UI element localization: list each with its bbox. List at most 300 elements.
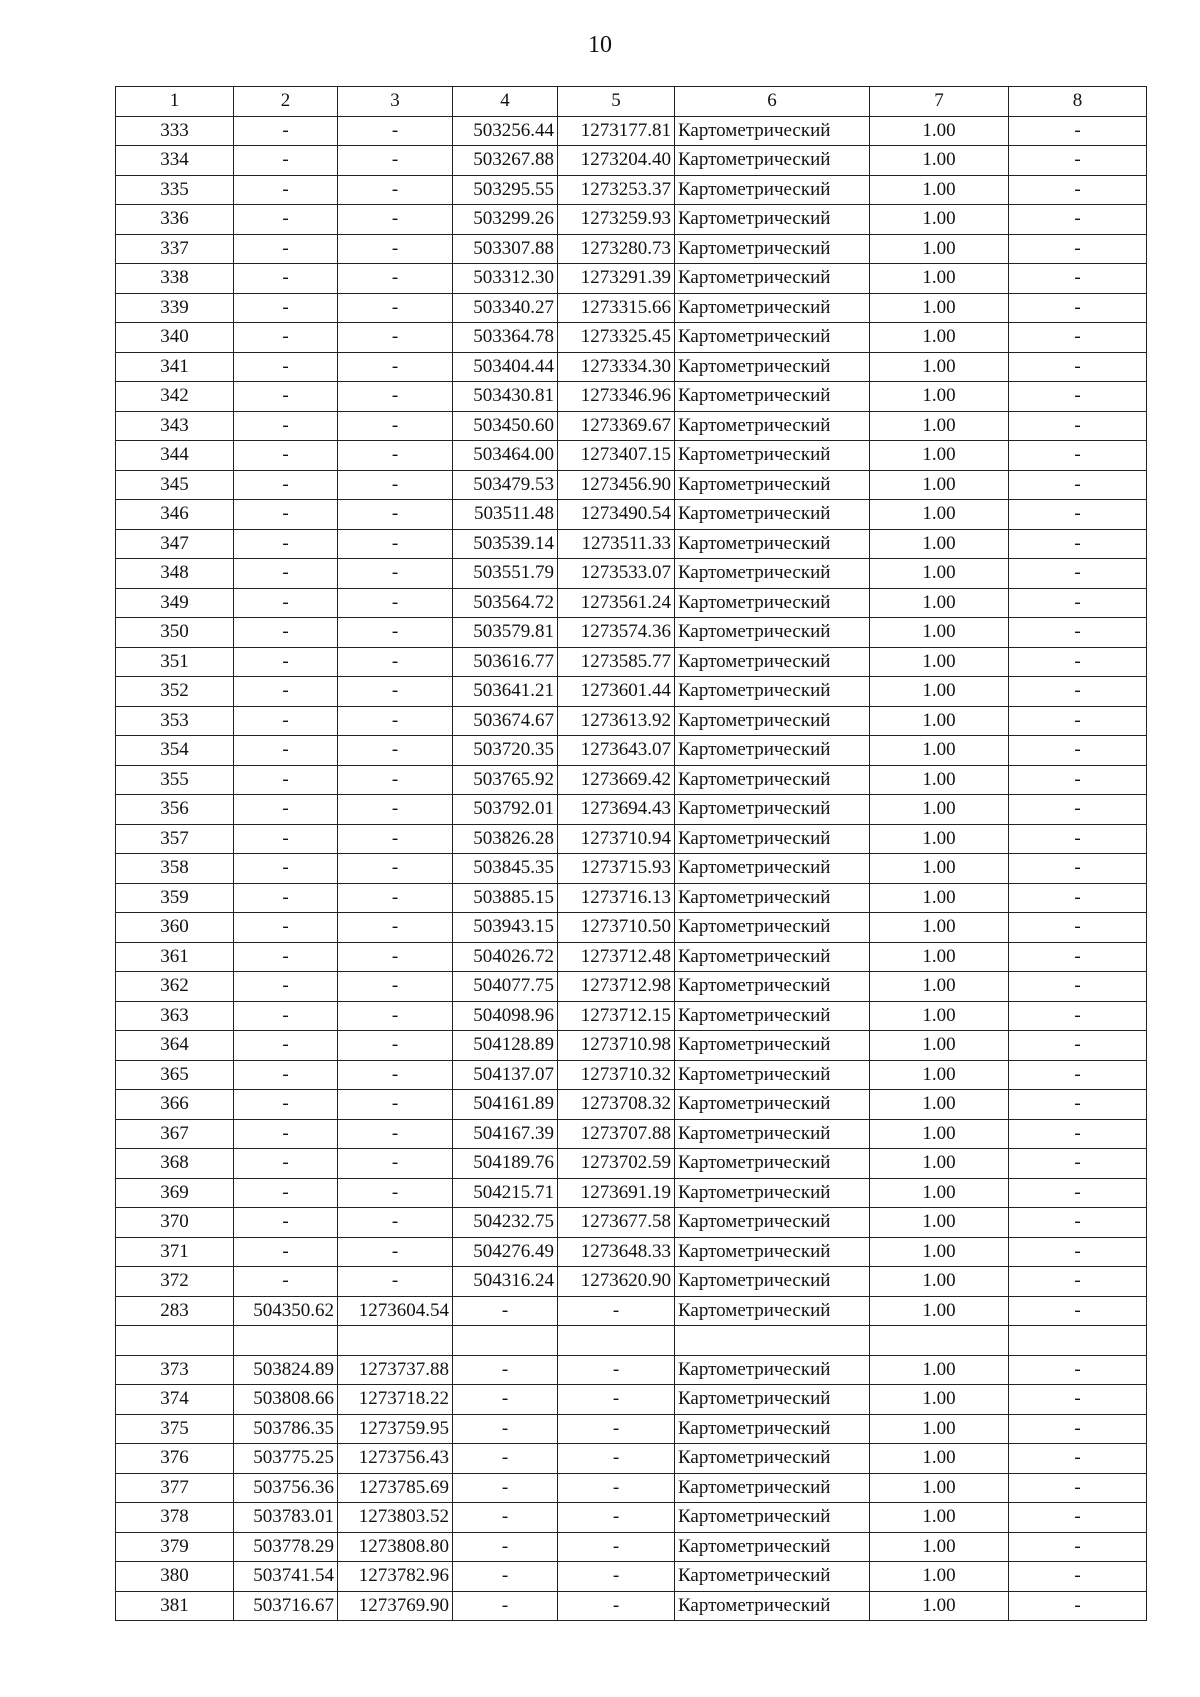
col8-value-cell: - [1009,972,1147,1002]
accuracy-cell: 1.00 [870,1503,1009,1533]
table-row [116,1149,1147,1179]
x-coordinate-cell: 504026.72 [453,942,558,972]
table-row [116,1444,1147,1474]
col8-value-cell: - [1009,293,1147,323]
x-coordinate-cell: 503564.72 [453,588,558,618]
col8-value-cell: - [1009,1237,1147,1267]
table-row [116,854,1147,884]
y-coordinate-cell: - [558,1385,675,1415]
accuracy-cell: 1.00 [870,1119,1009,1149]
col2-value-cell: - [234,1208,338,1238]
accuracy-cell: 1.00 [870,500,1009,530]
col8-value-cell: - [1009,1267,1147,1297]
table-row [116,647,1147,677]
col8-value-cell: - [1009,765,1147,795]
method-cell: Картометрический [675,116,870,146]
y-coordinate-cell: - [558,1444,675,1474]
method-cell: Картометрический [675,1178,870,1208]
method-cell: Картометрический [675,323,870,353]
method-cell: Картометрический [675,1119,870,1149]
accuracy-cell: 1.00 [870,1031,1009,1061]
method-cell: Картометрический [675,1149,870,1179]
accuracy-cell: 1.00 [870,382,1009,412]
method-cell: Картометрический [675,854,870,884]
method-cell: Картометрический [675,1414,870,1444]
accuracy-cell: 1.00 [870,116,1009,146]
y-coordinate-cell: 1273716.13 [558,883,675,913]
x-coordinate-cell: 504215.71 [453,1178,558,1208]
table-row [116,883,1147,913]
point-number-cell: 350 [116,618,234,648]
col2-value-cell: - [234,972,338,1002]
page-number: 10 [588,32,612,58]
col2-value-cell: - [234,352,338,382]
table-row [116,1267,1147,1297]
x-coordinate-cell: 504137.07 [453,1060,558,1090]
x-coordinate-cell: 503404.44 [453,352,558,382]
x-coordinate-cell: - [453,1562,558,1592]
col3-value-cell: 1273785.69 [338,1473,453,1503]
method-cell: Картометрический [675,1031,870,1061]
table-row [116,1355,1147,1385]
x-coordinate-cell: 503765.92 [453,765,558,795]
col3-value-cell: - [338,529,453,559]
accuracy-cell: 1.00 [870,175,1009,205]
method-cell: Картометрический [675,1296,870,1326]
y-coordinate-cell: 1273177.81 [558,116,675,146]
y-coordinate-cell: - [558,1562,675,1592]
col2-value-cell: - [234,234,338,264]
table-row [116,1473,1147,1503]
coordinates-table [115,86,1147,1621]
x-coordinate-cell [453,1326,558,1356]
method-cell: Картометрический [675,824,870,854]
col2-value-cell [234,1326,338,1356]
col3-value-cell: 1273782.96 [338,1562,453,1592]
accuracy-cell: 1.00 [870,913,1009,943]
y-coordinate-cell: - [558,1532,675,1562]
col8-value-cell: - [1009,1060,1147,1090]
method-cell: Картометрический [675,706,870,736]
col2-value-cell: - [234,1267,338,1297]
table-row [116,972,1147,1002]
column-header-6: 6 [675,87,870,117]
col3-value-cell: - [338,1031,453,1061]
col2-value-cell: - [234,677,338,707]
col3-value-cell: - [338,588,453,618]
column-header-5: 5 [558,87,675,117]
col8-value-cell: - [1009,736,1147,766]
col8-value-cell: - [1009,1414,1147,1444]
col8-value-cell: - [1009,1562,1147,1592]
point-number-cell: 373 [116,1355,234,1385]
method-cell: Картометрический [675,1208,870,1238]
col2-value-cell: - [234,1119,338,1149]
col8-value-cell: - [1009,677,1147,707]
point-number-cell: 359 [116,883,234,913]
x-coordinate-cell: - [453,1473,558,1503]
method-cell: Картометрический [675,1060,870,1090]
point-number-cell: 369 [116,1178,234,1208]
method-cell: Картометрический [675,1473,870,1503]
accuracy-cell: 1.00 [870,1385,1009,1415]
method-cell: Картометрический [675,382,870,412]
col2-value-cell: 503775.25 [234,1444,338,1474]
col8-value-cell: - [1009,1149,1147,1179]
table-row [116,588,1147,618]
method-cell: Картометрический [675,913,870,943]
point-number-cell: 376 [116,1444,234,1474]
col8-value-cell: - [1009,618,1147,648]
col2-value-cell: - [234,736,338,766]
accuracy-cell: 1.00 [870,1090,1009,1120]
point-number-cell: 363 [116,1001,234,1031]
accuracy-cell: 1.00 [870,1532,1009,1562]
col2-value-cell: - [234,1178,338,1208]
x-coordinate-cell: 503616.77 [453,647,558,677]
col8-value-cell: - [1009,1444,1147,1474]
point-number-cell: 336 [116,205,234,235]
accuracy-cell: 1.00 [870,942,1009,972]
table-row [116,706,1147,736]
point-number-cell: 352 [116,677,234,707]
col2-value-cell: - [234,588,338,618]
table-row [116,1414,1147,1444]
col3-value-cell: 1273604.54 [338,1296,453,1326]
point-number-cell: 348 [116,559,234,589]
method-cell: Картометрический [675,765,870,795]
col8-value-cell: - [1009,1178,1147,1208]
y-coordinate-cell: 1273253.37 [558,175,675,205]
col3-value-cell: - [338,293,453,323]
col8-value-cell: - [1009,883,1147,913]
method-cell: Картометрический [675,647,870,677]
method-cell: Картометрический [675,559,870,589]
col8-value-cell: - [1009,1532,1147,1562]
col8-value-cell: - [1009,352,1147,382]
y-coordinate-cell: - [558,1355,675,1385]
col3-value-cell [338,1326,453,1356]
col2-value-cell: - [234,824,338,854]
point-number-cell: 345 [116,470,234,500]
point-number-cell: 377 [116,1473,234,1503]
y-coordinate-cell: 1273561.24 [558,588,675,618]
col3-value-cell: - [338,470,453,500]
col2-value-cell: - [234,559,338,589]
x-coordinate-cell: 503826.28 [453,824,558,854]
method-cell: Картометрический [675,1237,870,1267]
y-coordinate-cell: 1273712.98 [558,972,675,1002]
col3-value-cell: - [338,913,453,943]
table-row [116,1208,1147,1238]
table-row [116,323,1147,353]
col2-value-cell: 503741.54 [234,1562,338,1592]
method-cell: Картометрический [675,352,870,382]
accuracy-cell: 1.00 [870,706,1009,736]
y-coordinate-cell: 1273710.32 [558,1060,675,1090]
method-cell: Картометрический [675,234,870,264]
col2-value-cell: - [234,441,338,471]
y-coordinate-cell: 1273490.54 [558,500,675,530]
y-coordinate-cell: 1273456.90 [558,470,675,500]
method-cell: Картометрический [675,500,870,530]
accuracy-cell: 1.00 [870,264,1009,294]
col2-value-cell: - [234,854,338,884]
accuracy-cell: 1.00 [870,1473,1009,1503]
y-coordinate-cell: - [558,1503,675,1533]
point-number-cell: 339 [116,293,234,323]
table-row [116,1385,1147,1415]
point-number-cell: 360 [116,913,234,943]
col8-value-cell: - [1009,205,1147,235]
col3-value-cell: 1273756.43 [338,1444,453,1474]
y-coordinate-cell: - [558,1473,675,1503]
col3-value-cell: - [338,382,453,412]
point-number-cell: 362 [116,972,234,1002]
table-row [116,559,1147,589]
method-cell [675,1326,870,1356]
col3-value-cell: - [338,942,453,972]
accuracy-cell: 1.00 [870,883,1009,913]
accuracy-cell: 1.00 [870,677,1009,707]
col3-value-cell: - [338,441,453,471]
col3-value-cell: - [338,618,453,648]
y-coordinate-cell: 1273712.15 [558,1001,675,1031]
col3-value-cell: - [338,677,453,707]
method-cell: Картометрический [675,293,870,323]
col3-value-cell: 1273803.52 [338,1503,453,1533]
accuracy-cell: 1.00 [870,795,1009,825]
x-coordinate-cell: 504316.24 [453,1267,558,1297]
table-row [116,234,1147,264]
y-coordinate-cell: 1273669.42 [558,765,675,795]
method-cell: Картометрический [675,588,870,618]
table-row [116,942,1147,972]
column-header-2: 2 [234,87,338,117]
point-number-cell [116,1326,234,1356]
table-row [116,382,1147,412]
table-row [116,293,1147,323]
method-cell: Картометрический [675,1562,870,1592]
point-number-cell: 355 [116,765,234,795]
x-coordinate-cell: 503364.78 [453,323,558,353]
table-row [116,736,1147,766]
point-number-cell: 374 [116,1385,234,1415]
table-row [116,677,1147,707]
col3-value-cell: - [338,411,453,441]
x-coordinate-cell: 503511.48 [453,500,558,530]
y-coordinate-cell: 1273325.45 [558,323,675,353]
method-cell: Картометрический [675,411,870,441]
x-coordinate-cell: 503430.81 [453,382,558,412]
col8-value-cell [1009,1326,1147,1356]
col8-value-cell: - [1009,1119,1147,1149]
accuracy-cell: 1.00 [870,411,1009,441]
point-number-cell: 370 [116,1208,234,1238]
accuracy-cell: 1.00 [870,824,1009,854]
y-coordinate-cell: 1273708.32 [558,1090,675,1120]
table-row [116,1237,1147,1267]
y-coordinate-cell: 1273710.50 [558,913,675,943]
point-number-cell: 334 [116,146,234,176]
x-coordinate-cell: 503943.15 [453,913,558,943]
col2-value-cell: - [234,1090,338,1120]
col2-value-cell: 503783.01 [234,1503,338,1533]
y-coordinate-cell: 1273712.48 [558,942,675,972]
x-coordinate-cell: - [453,1532,558,1562]
accuracy-cell: 1.00 [870,1591,1009,1621]
col8-value-cell: - [1009,500,1147,530]
y-coordinate-cell: 1273346.96 [558,382,675,412]
col8-value-cell: - [1009,1385,1147,1415]
col3-value-cell: - [338,795,453,825]
point-number-cell: 344 [116,441,234,471]
method-cell: Картометрический [675,441,870,471]
y-coordinate-cell: 1273691.19 [558,1178,675,1208]
x-coordinate-cell: 503479.53 [453,470,558,500]
x-coordinate-cell: 503307.88 [453,234,558,264]
col8-value-cell: - [1009,1031,1147,1061]
point-number-cell: 367 [116,1119,234,1149]
col3-value-cell: 1273808.80 [338,1532,453,1562]
col2-value-cell: - [234,618,338,648]
table-row [116,146,1147,176]
x-coordinate-cell: - [453,1414,558,1444]
y-coordinate-cell: 1273601.44 [558,677,675,707]
point-number-cell: 343 [116,411,234,441]
y-coordinate-cell: 1273620.90 [558,1267,675,1297]
col3-value-cell: - [338,883,453,913]
col3-value-cell: - [338,146,453,176]
col2-value-cell: - [234,500,338,530]
method-cell: Картометрический [675,175,870,205]
col8-value-cell: - [1009,647,1147,677]
accuracy-cell: 1.00 [870,146,1009,176]
col2-value-cell: 503808.66 [234,1385,338,1415]
y-coordinate-cell: 1273707.88 [558,1119,675,1149]
y-coordinate-cell: 1273613.92 [558,706,675,736]
point-number-cell: 361 [116,942,234,972]
col2-value-cell: 504350.62 [234,1296,338,1326]
col2-value-cell: - [234,323,338,353]
y-coordinate-cell: 1273291.39 [558,264,675,294]
table-row [116,1326,1147,1356]
x-coordinate-cell: 504189.76 [453,1149,558,1179]
point-number-cell: 338 [116,264,234,294]
accuracy-cell: 1.00 [870,441,1009,471]
point-number-cell: 335 [116,175,234,205]
col2-value-cell: - [234,795,338,825]
x-coordinate-cell: 503295.55 [453,175,558,205]
accuracy-cell: 1.00 [870,323,1009,353]
method-cell: Картометрический [675,618,870,648]
y-coordinate-cell: 1273648.33 [558,1237,675,1267]
col8-value-cell: - [1009,146,1147,176]
col8-value-cell: - [1009,706,1147,736]
table-row [116,264,1147,294]
col3-value-cell: - [338,205,453,235]
point-number-cell: 379 [116,1532,234,1562]
accuracy-cell: 1.00 [870,1296,1009,1326]
col8-value-cell: - [1009,1355,1147,1385]
y-coordinate-cell: 1273204.40 [558,146,675,176]
x-coordinate-cell: - [453,1296,558,1326]
col3-value-cell: - [338,647,453,677]
table-body [116,116,1147,1621]
method-cell: Картометрический [675,677,870,707]
method-cell: Картометрический [675,795,870,825]
point-number-cell: 347 [116,529,234,559]
table-row [116,352,1147,382]
col2-value-cell: 503716.67 [234,1591,338,1621]
accuracy-cell: 1.00 [870,529,1009,559]
method-cell: Картометрический [675,1090,870,1120]
col8-value-cell: - [1009,234,1147,264]
method-cell: Картометрический [675,883,870,913]
col8-value-cell: - [1009,470,1147,500]
x-coordinate-cell: 503464.00 [453,441,558,471]
method-cell: Картометрический [675,1532,870,1562]
table-row [116,470,1147,500]
x-coordinate-cell: 503299.26 [453,205,558,235]
col2-value-cell: - [234,1001,338,1031]
accuracy-cell: 1.00 [870,1267,1009,1297]
col2-value-cell: - [234,1060,338,1090]
x-coordinate-cell: 503885.15 [453,883,558,913]
col3-value-cell: - [338,323,453,353]
x-coordinate-cell: 504276.49 [453,1237,558,1267]
col2-value-cell: - [234,529,338,559]
col8-value-cell: - [1009,411,1147,441]
y-coordinate-cell: 1273533.07 [558,559,675,589]
col3-value-cell: - [338,1178,453,1208]
point-number-cell: 380 [116,1562,234,1592]
x-coordinate-cell: 503256.44 [453,116,558,146]
col8-value-cell: - [1009,559,1147,589]
method-cell: Картометрический [675,1591,870,1621]
col3-value-cell: - [338,264,453,294]
col2-value-cell: - [234,116,338,146]
x-coordinate-cell: - [453,1591,558,1621]
point-number-cell: 354 [116,736,234,766]
table-row [116,441,1147,471]
table-row [116,205,1147,235]
point-number-cell: 368 [116,1149,234,1179]
table-header-row [116,87,1147,117]
col3-value-cell: 1273769.90 [338,1591,453,1621]
col3-value-cell: - [338,1267,453,1297]
accuracy-cell: 1.00 [870,559,1009,589]
col3-value-cell: - [338,1208,453,1238]
y-coordinate-cell: 1273710.98 [558,1031,675,1061]
table-row [116,1031,1147,1061]
col3-value-cell: - [338,706,453,736]
y-coordinate-cell: 1273710.94 [558,824,675,854]
col3-value-cell: - [338,854,453,884]
accuracy-cell: 1.00 [870,1444,1009,1474]
point-number-cell: 353 [116,706,234,736]
col8-value-cell: - [1009,795,1147,825]
x-coordinate-cell: - [453,1444,558,1474]
point-number-cell: 378 [116,1503,234,1533]
col2-value-cell: 503824.89 [234,1355,338,1385]
x-coordinate-cell: 503551.79 [453,559,558,589]
x-coordinate-cell: 504098.96 [453,1001,558,1031]
col8-value-cell: - [1009,1001,1147,1031]
col3-value-cell: - [338,824,453,854]
col8-value-cell: - [1009,824,1147,854]
method-cell: Картометрический [675,1267,870,1297]
